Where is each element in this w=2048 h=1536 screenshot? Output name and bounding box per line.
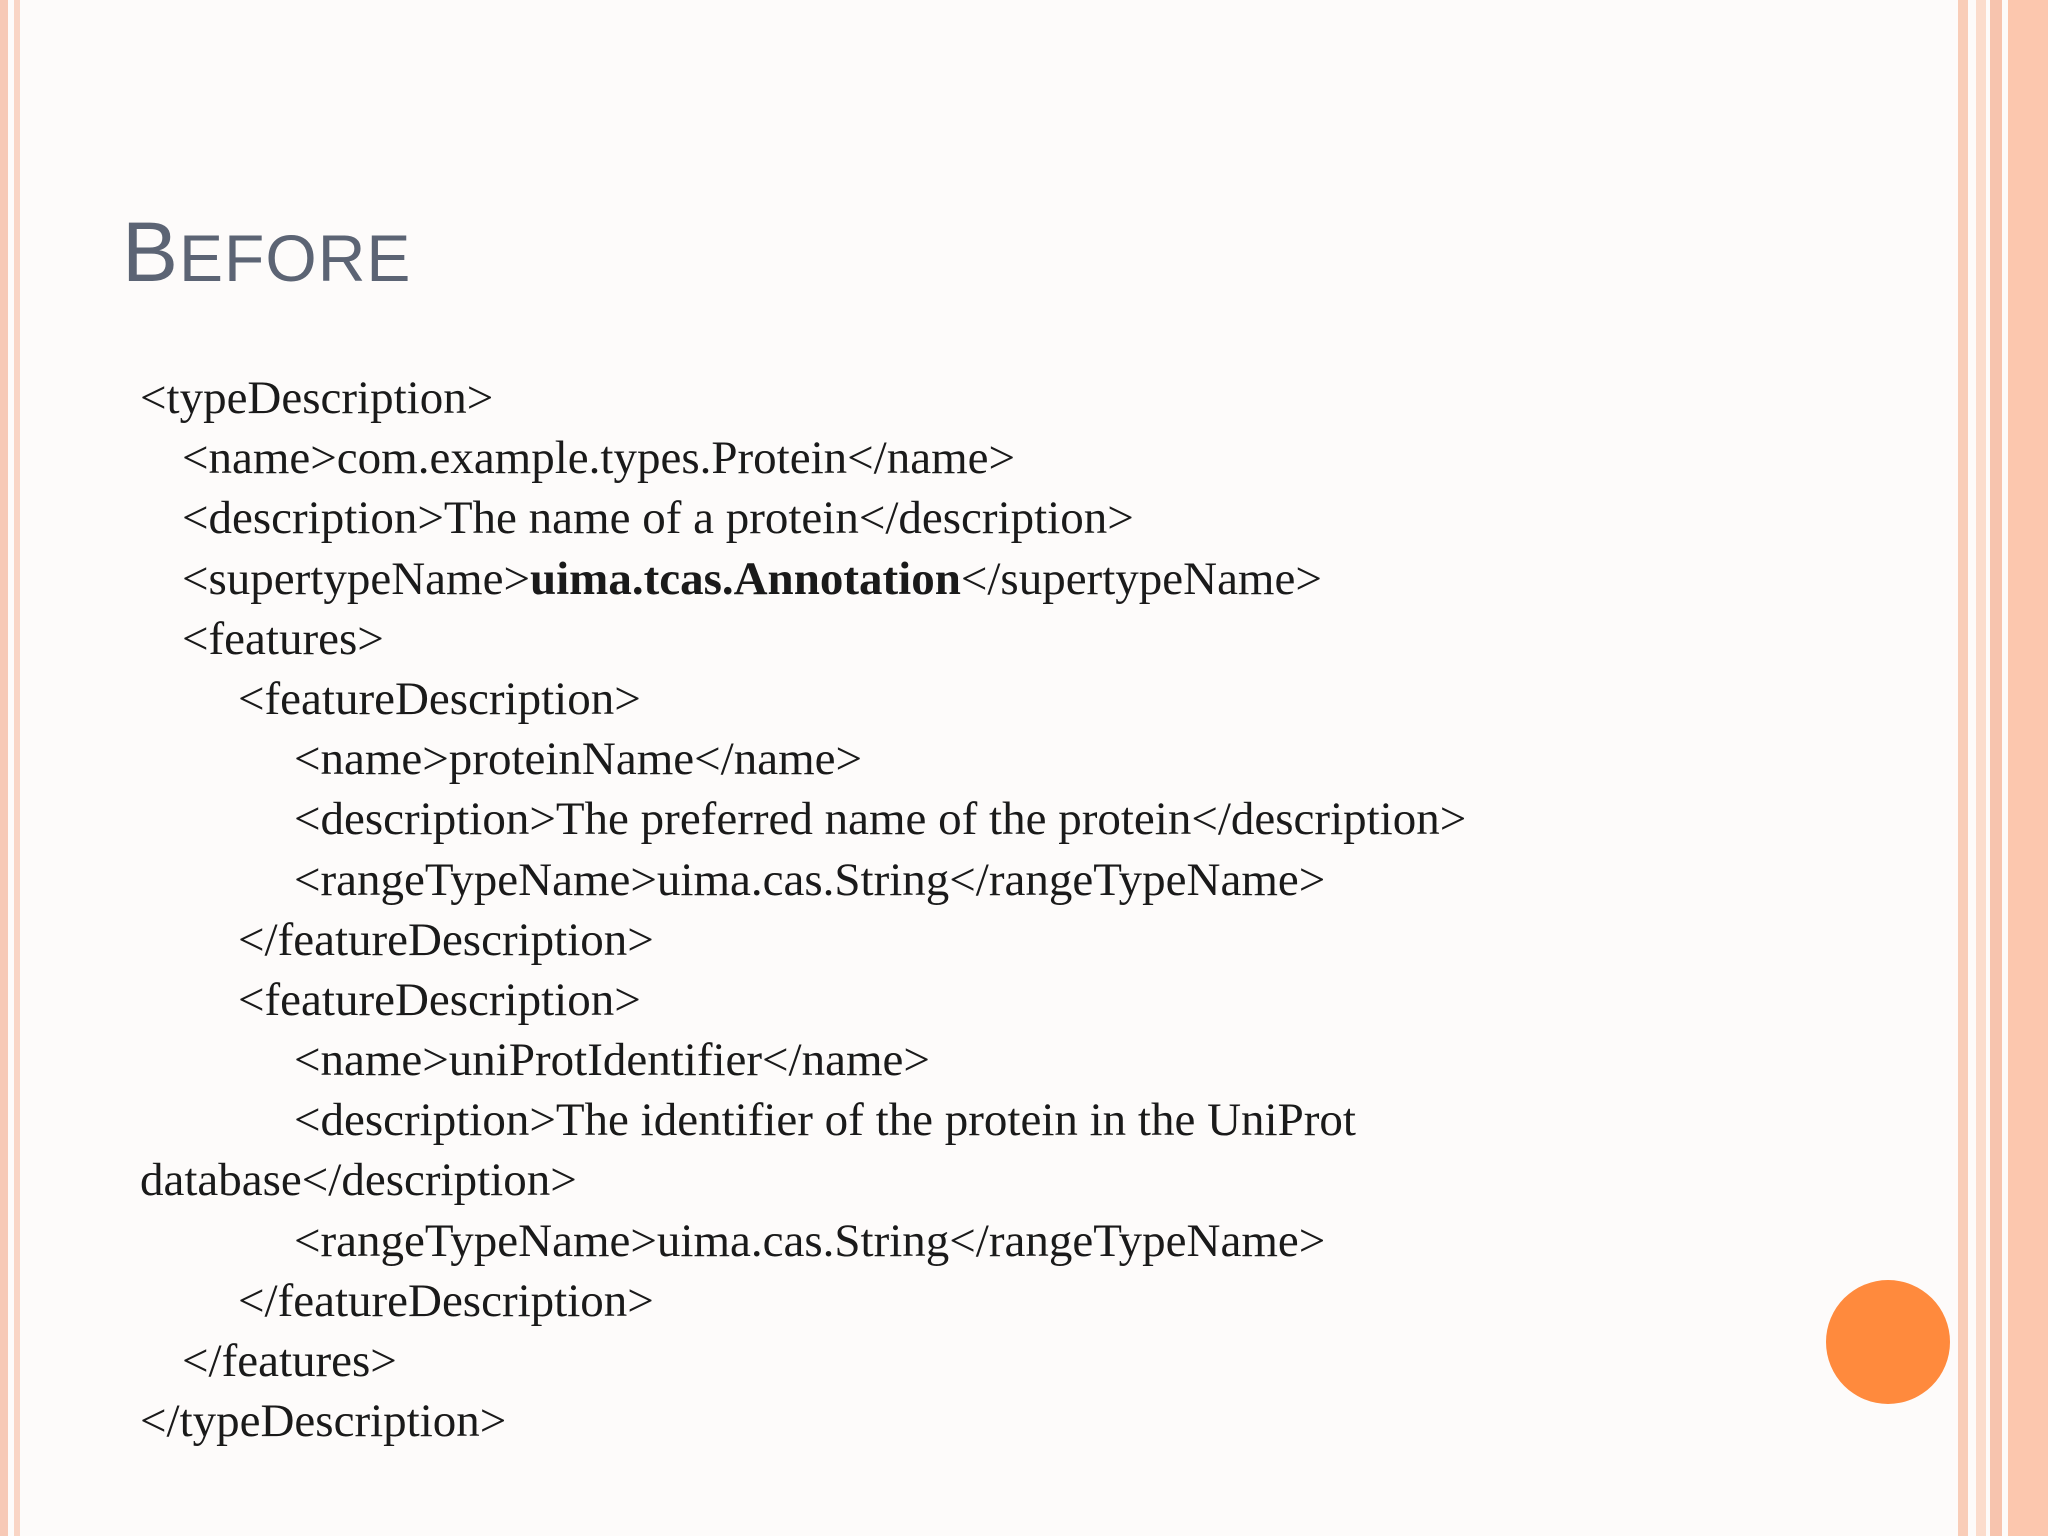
right-border-stripe bbox=[1958, 0, 1968, 1536]
right-border-stripe bbox=[1976, 0, 1986, 1536]
left-border-line bbox=[0, 0, 8, 1536]
code-line: </featureDescription> bbox=[238, 1274, 654, 1327]
slide-title bbox=[122, 205, 412, 299]
slide-title-rest: EFORE bbox=[179, 221, 412, 295]
code-line: <rangeTypeName>uima.cas.String</rangeTypeName> bbox=[294, 853, 1326, 906]
code-line: <features> bbox=[182, 612, 384, 665]
code-line: <rangeTypeName>uima.cas.String</rangeTypeName> bbox=[294, 1214, 1326, 1267]
code-text: <supertypeName> bbox=[182, 552, 530, 605]
code-line: <name>com.example.types.Protein</name> bbox=[182, 432, 1015, 485]
code-line: <name>uniProtIdentifier</name> bbox=[294, 1034, 930, 1087]
code-line-supertype bbox=[140, 549, 1940, 609]
left-border-line-inner bbox=[14, 0, 20, 1536]
code-line: <featureDescription> bbox=[238, 973, 641, 1026]
code-line: <name>proteinName</name> bbox=[294, 733, 862, 786]
slide-title-initial: B bbox=[122, 205, 180, 299]
code-text: </supertypeName> bbox=[960, 552, 1322, 605]
code-text-bold: uima.tcas.Annotation bbox=[529, 552, 961, 605]
code-line: </featureDescription> bbox=[238, 913, 654, 966]
code-line: <typeDescription> bbox=[140, 372, 494, 424]
right-border-stripe bbox=[1990, 0, 2002, 1536]
right-border-stripe bbox=[2008, 0, 2048, 1536]
xml-code-block bbox=[140, 368, 1940, 1451]
code-line: <description>The preferred name of the protein</description> bbox=[294, 793, 1467, 846]
code-line: <featureDescription> bbox=[238, 672, 641, 725]
code-line: database</description> bbox=[140, 1154, 577, 1207]
code-line: </typeDescription> bbox=[140, 1395, 507, 1448]
code-line: </features> bbox=[182, 1335, 397, 1387]
code-line: <description>The name of a protein</description> bbox=[182, 492, 1134, 545]
orange-circle-decoration bbox=[1826, 1280, 1950, 1404]
code-line: <description>The identifier of the protein in the UniProt bbox=[294, 1094, 1356, 1147]
